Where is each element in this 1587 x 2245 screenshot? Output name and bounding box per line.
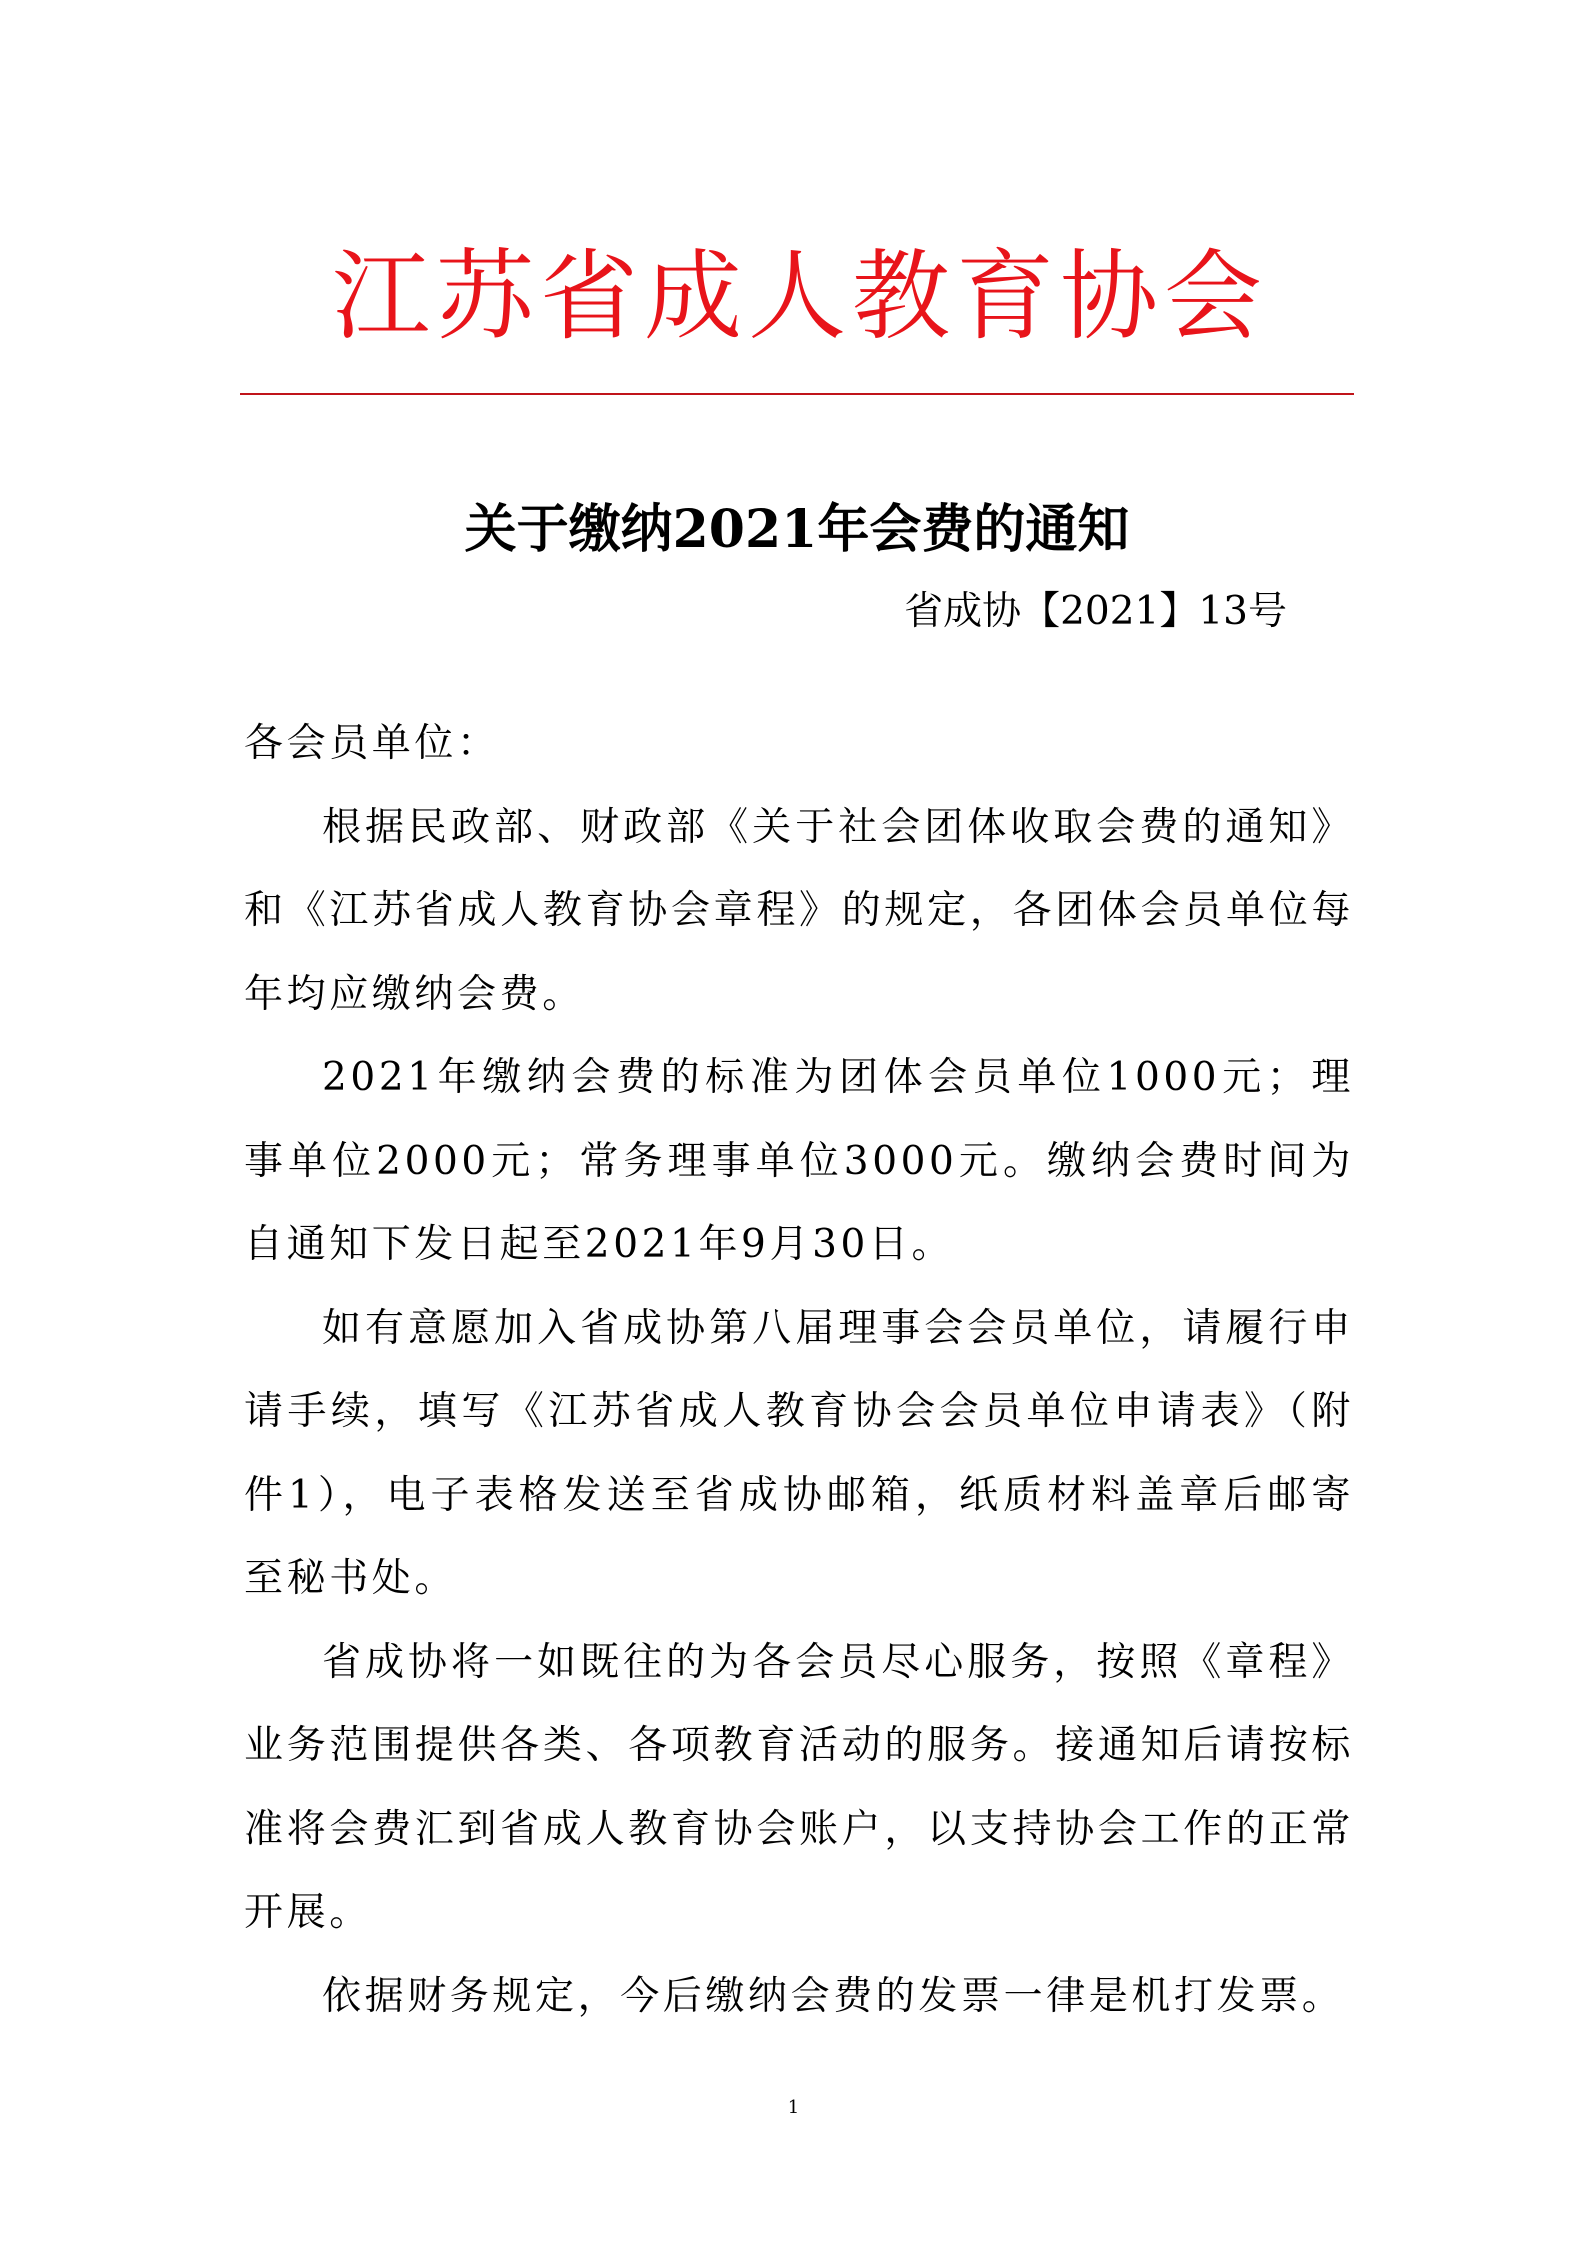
paragraph-service: 省成协将一如既往的为各会员尽心服务，按照《章程》业务范围提供各类、各项教育活动的服务。接通知后请按标准将会费汇到省成人教育协会账户，以支持协会工作的正常开展。 <box>244 1639 1354 1935</box>
paragraph-fee-standard: 2021年缴纳会费的标准为团体会员单位1000元；理事单位2000元；常务理事单位3000元。缴纳会费时间为自通知下发日起至2021年9月30日。 <box>244 1055 1354 1267</box>
document-body <box>244 702 1354 2038</box>
document-number: 省成协【2021】13号 <box>904 589 1287 634</box>
header-divider <box>240 393 1354 395</box>
paragraph-membership-application: 如有意愿加入省成协第八届理事会会员单位，请履行申请手续，填写《江苏省成人教育协会会员单位申请表》（附件1），电子表格发送至省成协邮箱，纸质材料盖章后邮寄至秘书处。 <box>244 1305 1354 1601</box>
page-number: 1 <box>787 2097 800 2118</box>
salutation: 各会员单位： <box>244 721 500 766</box>
paragraph-fee-basis: 根据民政部、财政部《关于社会团体收取会费的通知》和《江苏省成人教育协会章程》的规定，各团体会员单位每年均应缴纳会费。 <box>244 804 1354 1017</box>
org-header: 江苏省成人教育协会 <box>331 240 1268 354</box>
document-title: 关于缴纳2021年会费的通知 <box>464 499 1130 560</box>
paragraph-invoice: 依据财务规定，今后缴纳会费的发票一律是机打发票。 <box>322 1973 1345 2019</box>
